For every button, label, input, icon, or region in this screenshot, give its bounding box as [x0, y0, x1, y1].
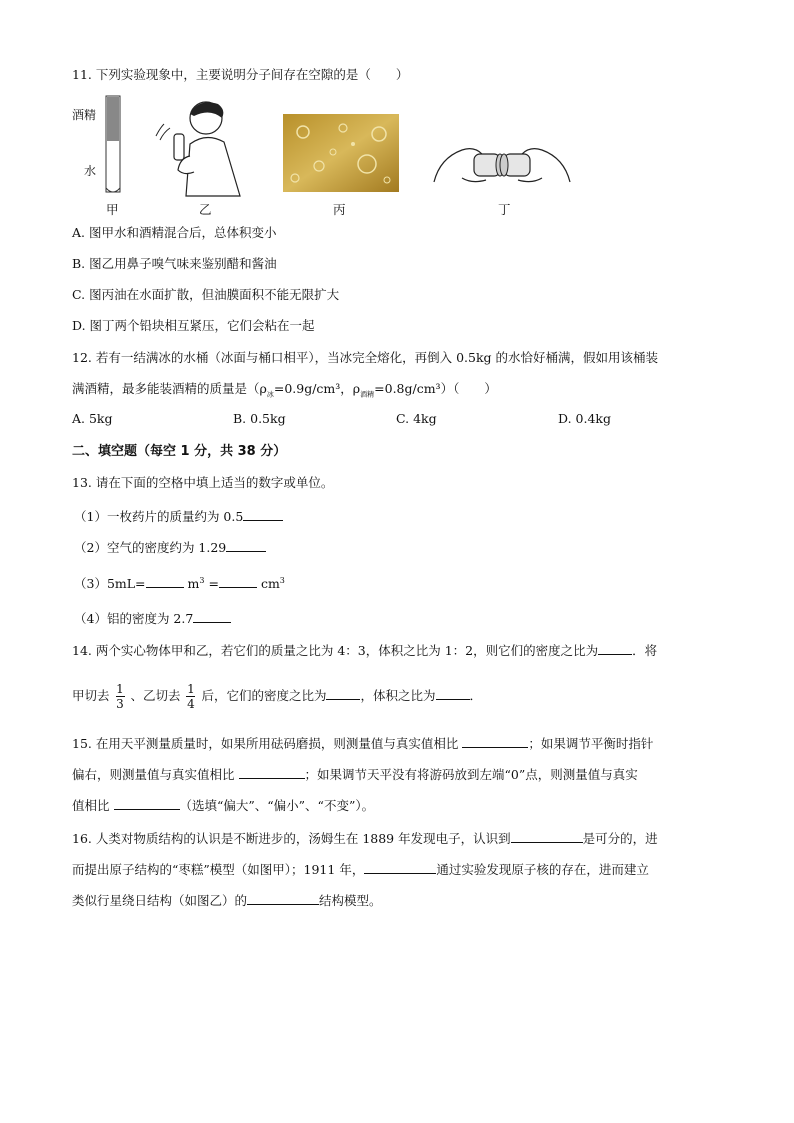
q13-item-3-text: （3）5mL=: [74, 576, 146, 592]
q13-item-1: [74, 506, 283, 526]
q14-line1-text: 14. 两个实心物体甲和乙，若它们的质量之比为 4：3，体积之比为 1：2，则它们的密度之比为: [72, 643, 599, 658]
q16-blank-3[interactable]: [247, 890, 319, 905]
q15-line2: [72, 764, 638, 784]
q16-line1-a: 16. 人类对物质结构的认识是不断进步的，汤姆生在 1889 年发现电子，认识到: [72, 831, 511, 846]
q16-line1: [72, 828, 658, 848]
q12-sub-ice: 冰: [266, 390, 274, 399]
q14-blank-1[interactable]: [598, 640, 632, 655]
q12-option-a: A. 5kg: [72, 411, 113, 426]
oil-film-photo-icon: [283, 114, 399, 192]
q15-line1-b: ；如果调节平衡时指针: [528, 736, 654, 751]
q12-option-d: D. 0.4kg: [558, 411, 611, 426]
q13-blank-2[interactable]: [226, 537, 266, 552]
frac1-den: 3: [116, 697, 124, 711]
q14-line1-end: ．将: [632, 643, 658, 658]
fraction-one-third: [116, 682, 125, 711]
label-alcohol: 酒精: [72, 108, 97, 122]
child-smelling-icon: [150, 96, 245, 200]
q13-unit-m: m: [187, 576, 200, 592]
caption-jia: 甲: [106, 202, 119, 217]
q15-line3: [72, 795, 374, 815]
q14-line2-b: 、乙切去: [130, 688, 181, 703]
q13-stem: 13. 请在下面的空格中填上适当的数字或单位。: [72, 475, 334, 490]
q15-blank-1[interactable]: [462, 733, 528, 748]
fraction-one-quarter: [186, 682, 195, 711]
q13-blank-1[interactable]: [243, 506, 283, 521]
q16-line2-b: 通过实验发现原子核的存在，进而建立: [436, 862, 649, 877]
q16-line2-a: 而提出原子结构的“枣糕”模型（如图甲）；1911 年，: [72, 862, 365, 877]
q13-item-4-text: （4）铝的密度为 2.7: [74, 611, 194, 626]
caption-yi: 乙: [199, 202, 212, 217]
q16-line3-b: 结构模型。: [319, 893, 382, 908]
q13-eq: =: [208, 576, 219, 592]
q12-end: =0.8g/cm³）（ ）: [374, 381, 497, 396]
frac2-den: 4: [187, 697, 195, 711]
q13-item-1-text: （1）一枚药片的质量约为 0.5: [74, 509, 244, 524]
q15-blank-2[interactable]: [239, 764, 305, 779]
q14-line1: [72, 640, 657, 660]
frac2-num: 1: [187, 682, 195, 696]
q11-option-c: C. 图丙油在水面扩散，但油膜面积不能无限扩大: [72, 287, 340, 302]
q16-line1-b: 是可分的，进: [582, 831, 658, 846]
q15-line3-a: 值相比: [72, 798, 110, 813]
figure-jia-test-tube: [72, 92, 132, 202]
q12-sub-alcohol: 酒精: [360, 390, 375, 399]
q15-line2-b: ；如果调节天平没有将游码放到左端“0”点，则测量值与真实: [304, 767, 638, 782]
figure-ding-lead-blocks: [432, 138, 572, 194]
q14-line2-d: ，体积之比为: [360, 688, 436, 703]
q15-blank-3[interactable]: [114, 795, 180, 810]
caption-ding: 丁: [498, 202, 511, 217]
test-tube-icon: [72, 92, 132, 202]
q14-line2: [72, 678, 482, 714]
q13-item-2: [74, 537, 266, 557]
q13-item-3: [74, 572, 285, 593]
lead-blocks-hands-icon: [432, 138, 572, 194]
q11-option-d: D. 图丁两个铅块相互紧压，它们会粘在一起: [72, 318, 315, 333]
q12-line2-pre: 满酒精，最多能装酒精的质量是（ρ: [72, 381, 267, 396]
q15-line2-a: 偏右，则测量值与真实值相比: [72, 767, 235, 782]
q11-option-a: A. 图甲水和酒精混合后，总体积变小: [72, 225, 277, 240]
q14-blank-2[interactable]: [326, 685, 360, 700]
label-water: 水: [84, 164, 97, 178]
q14-line2-a: 甲切去: [72, 688, 110, 703]
frac1-num: 1: [116, 682, 124, 696]
q13-item-2-text: （2）空气的密度约为 1.29: [74, 540, 227, 555]
q15-line1-a: 15. 在用天平测量质量时，如果所用砝码磨损，则测量值与真实值相比: [72, 736, 459, 751]
q16-blank-2[interactable]: [364, 859, 436, 874]
section-2-title: 二、填空题（每空 1 分，共 38 分）: [72, 444, 287, 459]
q14-line2-e: ．: [469, 688, 483, 703]
q12-option-b: B. 0.5kg: [233, 411, 286, 426]
q13-blank-3b[interactable]: [219, 573, 257, 588]
q16-line3-a: 类似行星绕日结构（如图乙）的: [72, 893, 248, 908]
q13-exp-m: 3: [199, 576, 205, 585]
q14-blank-3[interactable]: [436, 685, 470, 700]
q12-line2: [72, 380, 497, 404]
caption-bing: 丙: [333, 202, 346, 217]
q11-stem: 11. 下列实验现象中，主要说明分子间存在空隙的是（ ）: [72, 67, 409, 82]
q12-line1: 12. 若有一结满冰的水桶（冰面与桶口相平），当冰完全熔化，再倒入 0.5kg 的水恰好桶满，假如用该桶装: [72, 350, 659, 365]
q14-line2-c: 后，它们的密度之比为: [201, 688, 327, 703]
q12-option-c: C. 4kg: [396, 411, 437, 426]
figure-bing-oil-photo: [283, 114, 399, 192]
q15-line3-b: （选填“偏大”、“偏小”、“不变”）。: [179, 798, 375, 813]
q12-mid: =0.9g/cm³，ρ: [273, 381, 361, 396]
q13-item-4: [74, 608, 231, 628]
q16-line3: [72, 890, 382, 910]
q13-exp-cm: 3: [279, 576, 285, 585]
figure-yi-child-smelling: [150, 96, 245, 200]
q16-line2: [72, 859, 649, 879]
q13-unit-cm: cm: [260, 576, 280, 592]
q13-blank-3a[interactable]: [146, 573, 184, 588]
q11-option-b: B. 图乙用鼻子嗅气味来鉴别醋和酱油: [72, 256, 277, 271]
q15-line1: [72, 733, 653, 753]
q13-blank-4[interactable]: [193, 608, 231, 623]
q16-blank-1[interactable]: [511, 828, 583, 843]
